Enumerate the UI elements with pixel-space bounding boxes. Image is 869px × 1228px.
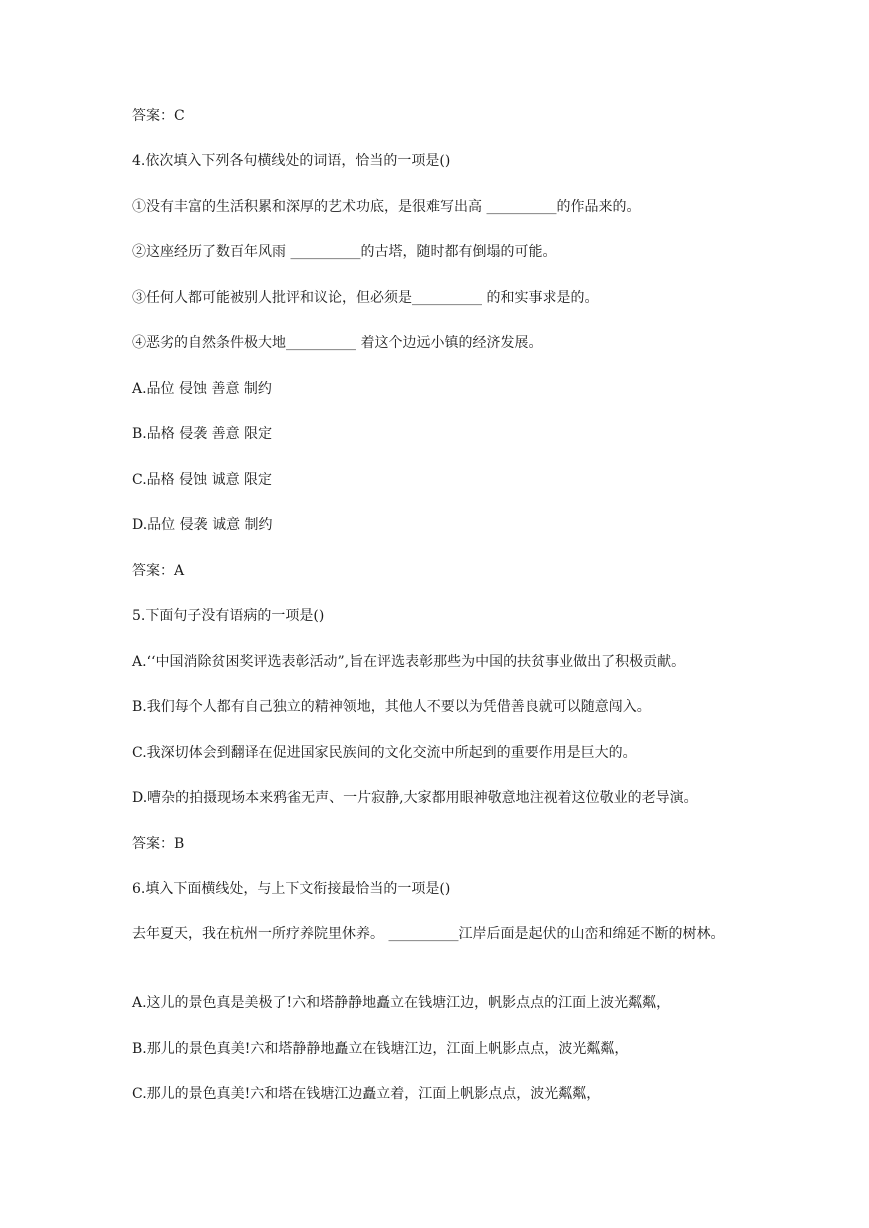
question-6-option-a: A.这儿的景色真是美极了!六和塔静静地矗立在钱塘江边，帆影点点的江面上波光粼粼， (132, 995, 671, 1011)
answer-line: 答案：A (132, 563, 185, 579)
question-5-option-c: C.我深切体会到翻译在促进国家民族间的文化交流中所起到的重要作用是巨大的。 (132, 745, 637, 761)
question-6-option-c: C.那儿的景色真美!六和塔在钱塘江边矗立着，江面上帆影点点，波光粼粼， (132, 1086, 601, 1102)
question-4-option-a: A.品位 侵蚀 善意 制约 (132, 381, 272, 397)
question-6-passage: 去年夏天，我在杭州一所疗养院里休养。 __________江岸后面是起伏的山峦和绵延不断的树林。 (132, 926, 725, 942)
question-4-sentence-4: ④恶劣的自然条件极大地__________ 着这个边远小镇的经济发展。 (132, 335, 543, 351)
question-5-option-b: B.我们每个人都有自己独立的精神领地，其他人不要以为凭借善良就可以随意闯入。 (132, 699, 651, 715)
question-4-sentence-3: ③任何人都可能被别人批评和议论，但必须是__________ 的和实事求是的。 (132, 290, 599, 306)
question-6-stem: 6.填入下面横线处，与上下文衔接最恰当的一项是() (132, 881, 451, 897)
question-4-stem: 4.依次填入下列各句横线处的词语，恰当的一项是() (132, 153, 451, 169)
question-4-option-d: D.品位 侵袭 诚意 制约 (132, 517, 273, 533)
question-4-sentence-1: ①没有丰富的生活积累和深厚的艺术功底，是很难写出高 __________的作品来的。 (132, 199, 641, 215)
answer-line: 答案：C (132, 108, 185, 124)
answer-line: 答案：B (132, 836, 185, 852)
question-4-option-c: C.品格 侵蚀 诚意 限定 (132, 472, 273, 488)
question-5-option-a: A.‘‘中国消除贫困奖评选表彰活动”,旨在评选表彰那些为中国的扶贫事业做出了积极贡献。 (132, 654, 686, 670)
question-5-stem: 5.下面句子没有语病的一项是() (132, 608, 325, 624)
question-4-option-b: B.品格 侵袭 善意 限定 (132, 426, 273, 442)
question-5-option-d: D.嘈杂的拍摄现场本来鸦雀无声、一片寂静,大家都用眼神敬意地注视着这位敬业的老导演。 (132, 790, 698, 806)
question-4-sentence-2: ②这座经历了数百年风雨 __________的古塔，随时都有倒塌的可能。 (132, 244, 557, 260)
question-6-option-b: B.那儿的景色真美!六和塔静静地矗立在钱塘江边，江面上帆影点点，波光粼粼， (132, 1041, 629, 1057)
